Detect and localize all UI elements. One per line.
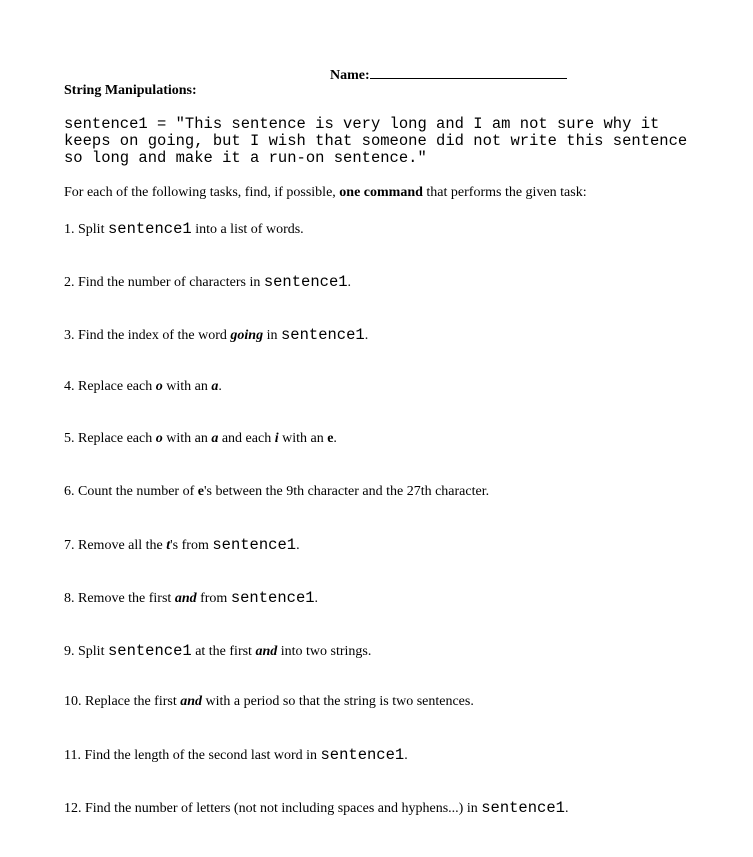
task-12 — [64, 799, 568, 817]
task-emphasis: and — [255, 644, 278, 659]
task-text: . — [347, 275, 352, 290]
task-text: with an — [278, 431, 328, 446]
task-5 — [64, 431, 337, 447]
task-8 — [64, 589, 318, 607]
task-code: sentence1 — [230, 589, 315, 607]
task-code: sentence1 — [107, 220, 192, 238]
task-text: . — [364, 328, 369, 343]
task-text: and each — [218, 431, 275, 446]
section-heading: String Manipulations: — [64, 83, 197, 98]
task-text: . — [314, 591, 319, 606]
task-emphasis: i — [274, 431, 279, 446]
task-text: 7. Remove all the — [64, 538, 167, 553]
instructions-text: For each of the following tasks, find, if possible, — [64, 185, 340, 200]
task-text: 9. Split — [64, 644, 108, 659]
task-9 — [64, 642, 371, 660]
task-11 — [64, 746, 408, 764]
task-text: in — [263, 328, 281, 343]
task-7 — [64, 536, 300, 554]
task-code: sentence1 — [107, 642, 192, 660]
task-text: . — [564, 801, 569, 816]
task-emphasis: a — [211, 431, 219, 446]
task-text: with an — [162, 431, 212, 446]
task-text: . — [333, 431, 337, 446]
task-text: . — [218, 379, 222, 394]
task-2 — [64, 273, 351, 291]
task-emphasis: a — [211, 379, 219, 394]
task-code: sentence1 — [320, 746, 405, 764]
task-emphasis: t — [166, 538, 171, 553]
task-text: from — [196, 591, 231, 606]
task-code: sentence1 — [481, 799, 565, 817]
task-emphasis: o — [155, 379, 163, 394]
task-text: with a period so that the string is two sentences. — [202, 694, 474, 709]
task-emphasis: e — [197, 484, 204, 499]
task-1 — [64, 220, 304, 238]
task-text: 3. Find the index of the word — [64, 328, 231, 343]
task-text: 6. Count the number of — [64, 484, 198, 499]
task-code: sentence1 — [263, 273, 348, 291]
code-line: sentence1 = "This sentence is very long and I am not sure why it — [64, 115, 660, 133]
task-text: with an — [162, 379, 212, 394]
task-text: at the first — [191, 644, 256, 659]
task-emphasis: going — [230, 328, 264, 343]
task-text: into two strings. — [277, 644, 372, 659]
task-text: 5. Replace each — [64, 431, 156, 446]
task-text: . — [404, 748, 408, 763]
code-block — [64, 116, 687, 167]
instructions-text-end: that performs the given task: — [422, 185, 587, 200]
task-4 — [64, 379, 222, 395]
task-text: 's from — [170, 538, 213, 553]
name-field — [330, 65, 567, 84]
task-emphasis: and — [174, 591, 197, 606]
code-line: keeps on going, but I wish that someone did not write this sentence — [64, 132, 688, 150]
task-text: 10. Replace the first — [64, 694, 181, 709]
task-text: 1. Split — [64, 222, 108, 237]
task-text: 8. Remove the first — [64, 591, 175, 606]
task-text: 12. Find the number of letters (not not including spaces and hyphens...) in — [64, 801, 482, 816]
task-text: . — [296, 538, 300, 553]
task-emphasis: o — [155, 431, 163, 446]
instructions — [64, 185, 587, 201]
task-emphasis: e — [327, 431, 334, 446]
task-text: 11. Find the length of the second last word in — [64, 748, 321, 763]
task-text: 's between the 9th character and the 27th character. — [203, 484, 490, 499]
task-text: 2. Find the number of characters in — [64, 275, 264, 290]
code-line: so long and make it a run-on sentence." — [64, 149, 427, 167]
task-code: sentence1 — [212, 536, 297, 554]
task-6 — [64, 484, 489, 500]
task-10 — [64, 694, 474, 710]
task-3 — [64, 326, 368, 344]
task-emphasis: and — [180, 694, 203, 709]
task-code: sentence1 — [281, 326, 365, 344]
name-blank-line — [370, 65, 567, 79]
task-text: 4. Replace each — [64, 379, 156, 394]
instructions-emphasis: one command — [339, 185, 423, 200]
name-label: Name: — [330, 68, 370, 83]
task-text: into a list of words. — [191, 222, 304, 237]
